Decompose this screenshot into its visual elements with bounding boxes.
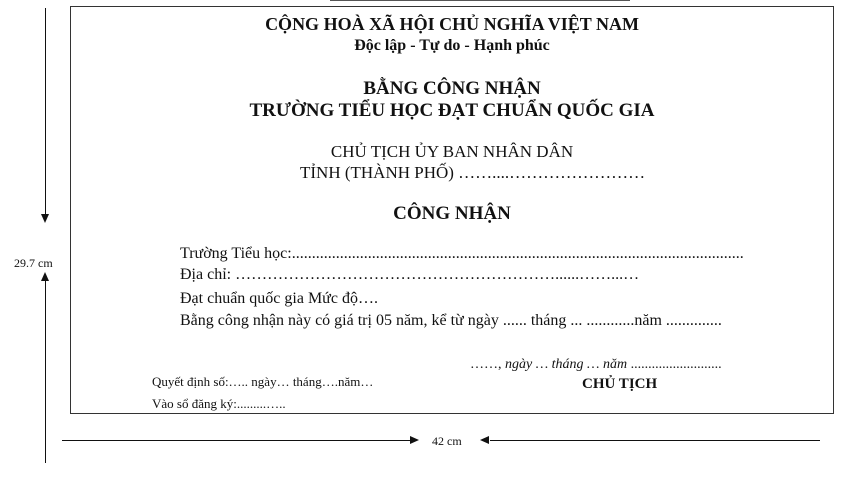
certificate-title: BẰNG CÔNG NHẬN [363,78,541,99]
width-dimension-line-left [62,440,412,441]
recognize-heading: CÔNG NHẬN [393,203,511,224]
arrow-left-icon [480,436,489,444]
arrow-down-icon [41,214,49,223]
issuer-title: CHỦ TỊCH ỦY BAN NHÂN DÂN [330,142,574,161]
height-dimension-line-top [45,8,46,218]
date-line-italic: ngày … tháng … năm [505,357,628,372]
decision-number: Quyết định số:….. ngày… tháng….năm… [152,374,374,389]
chairman-signature-title: CHỦ TỊCH [582,376,658,392]
date-line [470,357,722,373]
top-edge-line [330,0,630,1]
validity-field: Bằng công nhận này có giá trị 05 năm, kể từ ngày ...... tháng ... ............năm .............. [180,312,722,329]
standard-level-field: Đạt chuẩn quốc gia Mức độ…. [180,290,378,307]
register-number: Vào sổ đăng ký:.........….. [152,396,286,411]
issuer-province: TỈNH (THÀNH PHỐ) ……....…………………… [300,163,646,182]
address-field: Địa chỉ: ……………………………………………………......……...… [180,266,640,283]
width-dimension-line-right [490,440,820,441]
width-dimension-label: 42 cm [432,434,462,448]
certificate-subtitle: TRƯỜNG TIỂU HỌC ĐẠT CHUẨN QUỐC GIA [249,100,655,121]
arrow-right-icon [410,436,419,444]
national-title: CỘNG HOÀ XÃ HỘI CHỦ NGHĨA VIỆT NAM [265,14,639,34]
height-dimension-label: 29.7 cm [14,256,53,270]
school-field: Trường Tiểu học:................................................................................................................. [180,245,744,262]
motto: Độc lập - Tự do - Hạnh phúc [354,37,550,54]
date-line-suffix: .......................... [627,357,722,372]
height-dimension-line-bottom [45,275,46,463]
date-line-prefix: ……, [470,357,505,372]
